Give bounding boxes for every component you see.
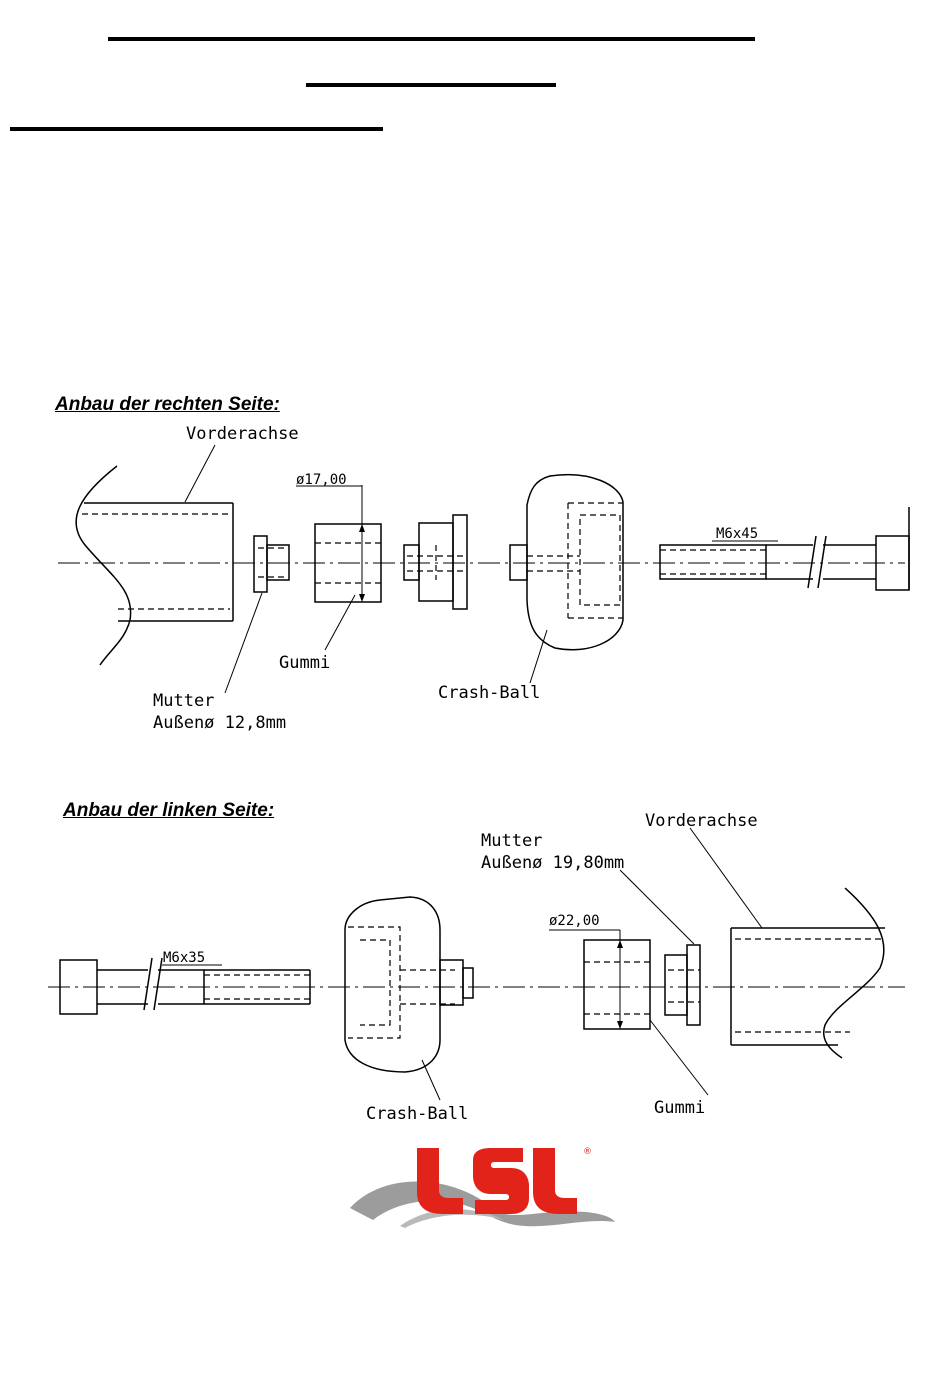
logo-registered-mark: ® xyxy=(583,1147,592,1157)
left-diameter-label: ø22,00 xyxy=(549,913,600,929)
right-nut-leader xyxy=(225,593,262,693)
logo-letters xyxy=(417,1148,577,1214)
header-rule-3 xyxy=(10,127,383,131)
right-axle-label: Vorderachse xyxy=(186,424,299,444)
right-crashball-label: Crash-Ball xyxy=(438,683,541,703)
left-rubber-leader xyxy=(650,1020,708,1095)
left-side-title: Anbau der linken Seite: xyxy=(63,800,275,821)
left-rubber-label: Gummi xyxy=(654,1098,706,1118)
right-bolt-label: M6x45 xyxy=(716,526,759,542)
right-nut-label-line1: Mutter xyxy=(153,691,215,711)
right-side-diagram xyxy=(0,420,950,750)
right-diameter-label: ø17,00 xyxy=(296,472,347,488)
lsl-logo xyxy=(345,1140,625,1235)
left-nut-label-line1: Mutter xyxy=(481,831,543,851)
left-axle-label: Vorderachse xyxy=(645,811,758,831)
left-nut-label-line2: Außenø 19,80mm xyxy=(481,853,625,873)
header-rule-1 xyxy=(108,37,755,41)
left-crashball-leader xyxy=(422,1060,440,1100)
left-nut-leader xyxy=(620,870,694,944)
right-nut-label-line2: Außenø 12,8mm xyxy=(153,713,287,733)
left-crashball-label: Crash-Ball xyxy=(366,1104,469,1124)
left-side-diagram xyxy=(0,800,950,1130)
right-rubber-leader xyxy=(325,595,355,650)
left-bolt-label: M6x35 xyxy=(163,950,206,966)
left-axle-leader xyxy=(690,828,762,928)
right-side-title: Anbau der rechten Seite: xyxy=(55,394,280,415)
right-rubber-label: Gummi xyxy=(279,653,331,673)
header-rule-2 xyxy=(306,83,556,87)
right-axle-leader xyxy=(185,445,215,502)
